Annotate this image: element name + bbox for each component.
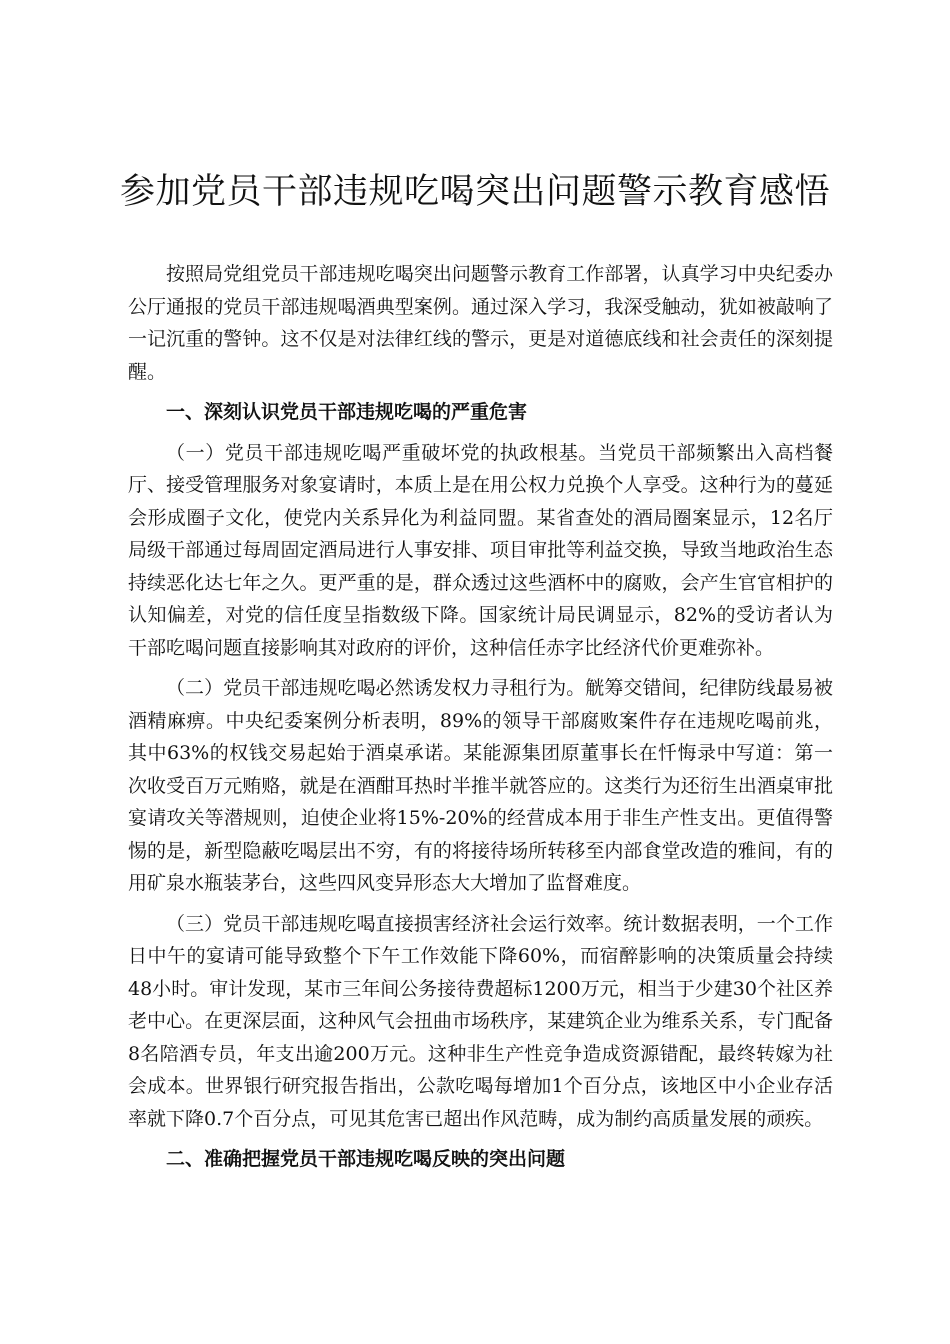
section-1-paragraph-1: （一）党员干部违规吃喝严重破坏党的执政根基。当党员干部频繁出入高档餐厅、接受管理服务对象宴请时，本质上是在用公权力兑换个人享受。这种行为的蔓延会形成圈子文化，使党内关系异化为利益同盟。某省查处的酒局圈案显示，12名厅局级干部通过每周固定酒局进行人事安排、项目审批等利益交换，导致当地政治生态持续恶化达七年之久。更严重的是，群众透过这些酒杯中的腐败，会产生官官相护的认知偏差，对党的信任度呈指数级下降。国家统计局民调显示，82%的受访者认为干部吃喝问题直接影响其对政府的评价，这种信任赤字比经济代价更难弥补。 [128, 441, 833, 659]
section-heading-2: 二、准确把握党员干部违规吃喝反映的突出问题 [166, 1148, 566, 1170]
document-body [128, 258, 833, 1184]
page-title: 参加党员干部违规吃喝突出问题警示教育感悟 [119, 172, 830, 212]
section-heading-1: 一、深刻认识党员干部违规吃喝的严重危害 [166, 401, 528, 423]
section-1-paragraph-2: （二）党员干部违规吃喝必然诱发权力寻租行为。觥筹交错间，纪律防线最易被酒精麻痹。中央纪委案例分析表明，89%的领导干部腐败案件存在违规吃喝前兆，其中63%的权钱交易起始于酒桌承诺。某能源集团原董事长在忏悔录中写道：第一次收受百万元贿赂，就是在酒酣耳热时半推半就答应的。这类行为还衍生出酒桌审批宴请攻关等潜规则，迫使企业将15%-20%的经营成本用于非生产性支出。更值得警惕的是，新型隐蔽吃喝层出不穷，有的将接待场所转移至内部食堂改造的雅间，有的用矿泉水瓶装茅台，这些四风变异形态大大增加了监督难度。 [128, 677, 833, 894]
section-1-paragraph-3: （三）党员干部违规吃喝直接损害经济社会运行效率。统计数据表明，一个工作日中午的宴请可能导致整个下午工作效能下降60%，而宿醉影响的决策质量会持续48小时。审计发现，某市三年间公务接待费超标1200万元，相当于少建30个社区养老中心。在更深层面，这种风气会扭曲市场秩序，某建筑企业为维系关系，专门配备8名陪酒专员，年支出逾200万元。这种非生产性竞争造成资源错配，最终转嫁为社会成本。世界银行研究报告指出，公款吃喝每增加1个百分点，该地区中小企业存活率就下降0.7个百分点，可见其危害已超出作风范畴，成为制约高质量发展的顽疾。 [128, 912, 833, 1130]
intro-paragraph: 按照局党组党员干部违规吃喝突出问题警示教育工作部署，认真学习中央纪委办公厅通报的党员干部违规喝酒典型案例。通过深入学习，我深受触动，犹如被敲响了一记沉重的警钟。这不仅是对法律红线的警示，更是对道德底线和社会责任的深刻提醒。 [128, 263, 833, 383]
